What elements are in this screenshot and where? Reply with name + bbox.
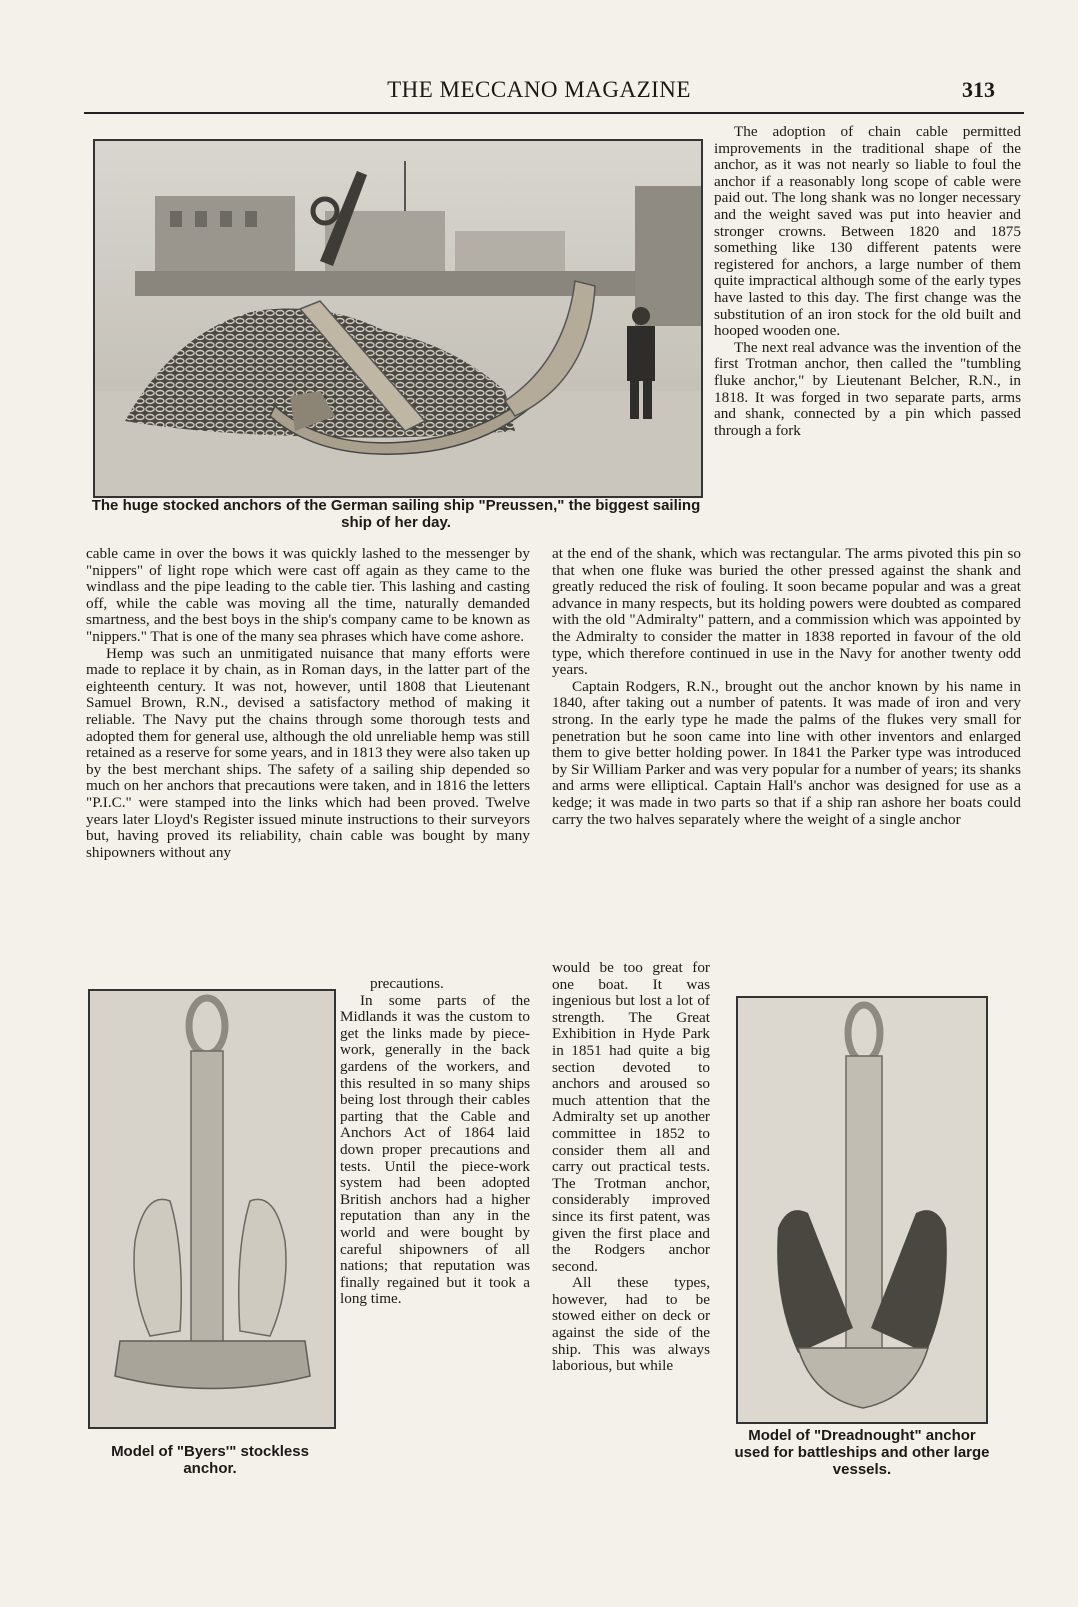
page-number: 313: [962, 77, 995, 102]
dreadnought-anchor-photo: [736, 996, 988, 1424]
byers-caption: Model of "Byers'" stockless anchor.: [111, 1443, 309, 1477]
text-right-top: [714, 124, 1021, 439]
paragraph: Hemp was such an unmitigated nuisance that many efforts were made to replace it by chain, as in Roman days, in the latter part of the eighteenth century. It was not, however, until 1808 that Lieutenant Samuel Brown, R.N., devised a satisfactory method of making it reliable. The Navy put the chains through some thorough tests and adopted them for general use, although the old unreliable hemp was still retained as a reserve for some years, and in 1813 they were also taken up by the best merchant ships. The safety of a sailing ship depended so much on her anchors that precautions were taken, and in 1816 the letters "P.I.C." were stamped into the links which had been proved. Twelve years later Lloyd's Register issued minute instructions to their surveyors but, having proved its reliability, chain cable was bought by many shipowners without any: [86, 644, 530, 861]
paragraph: All these types, however, had to be stowed either on deck or against the side of the ship. This was always laborious, but while: [552, 1274, 710, 1375]
text-right-col: [552, 960, 710, 1375]
paragraph: In some parts of the Midlands it was the custom to get the links made by piece-work, generally in the back gardens of the workers, and this resulted in so many ships being lost through their cables parting that the Cable and Anchors Act of 1864 laid down proper precautions and tests. Until the piece-work system had been adopted British anchors had a higher reputation than any in the world and were bought by careful shipowners of all nations; that reputation was finally regained but it took a long time.: [340, 991, 530, 1308]
paragraph: The next real advance was the invention of the first Trotman anchor, then called the "tumbling fluke anchor," by Lieutenant Belcher, R.N., in 1818. It was forged in two separate parts, arms and shank, connected by a pin which passed through a fork: [714, 338, 1021, 439]
paragraph: at the end of the shank, which was rectangular. The arms pivoted this pin so that when one fluke was buried the other pressed against the shank and greatly reduced the risk of fouling. It soon became popular and was a great advance in many respects, but its holding powers were doubted as compared with the old "Admiralty" pattern, and a commission which was appointed by the Admiralty to consider the matter in 1838 reported in favour of the old type, which therefore continued in use in the Navy for another twenty odd years.: [552, 545, 1021, 679]
preussen-anchors-photo: [93, 139, 703, 498]
text-right-mid: [552, 546, 1021, 828]
paragraph: The adoption of chain cable permitted improvements in the traditional shape of the anchor, as it was not nearly so liable to foul the anchor if a reasonably long scope of cable were paid out. The long shank was no longer necessary and the weight saved was put into heavier and stronger crowns. Between 1820 and 1875 something like 130 different patents were registered for anchors, a large number of them quite impractical although some of the early types have lasted to this day. The first change was the substitution of an iron stock for the old built and hooped wooden one.: [714, 123, 1021, 340]
paragraph: precautions.: [370, 975, 444, 992]
byers-anchor-photo: [88, 989, 336, 1429]
preussen-caption: The huge stocked anchors of the German sailing ship "Preussen," the biggest sailing ship of her day.: [91, 497, 701, 531]
magazine-title: THE MECCANO MAGAZINE: [387, 77, 691, 102]
text-left-mid: [86, 546, 530, 861]
header-rule: [84, 112, 1024, 114]
text-mid-col: [340, 976, 530, 1308]
paragraph: cable came in over the bows it was quickly lashed to the messenger by "nippers" of light rope which were cast off again as they came to the windlass and the pipe leading to the cable tier. This lashing and casting off, while the cable was moving all the time, naturally demanded smartness, and the best boys in the ship's company came to be known as "nippers." That is one of the many sea phrases which have come ashore.: [86, 545, 530, 645]
paragraph: Captain Rodgers, R.N., brought out the anchor known by his name in 1840, after taking out a number of patents. It was made of iron and very strong. In the early type he made the palms of the flukes very small for penetration but he soon came into line with other inventors and enlarged them to give better holding power. In 1841 the Parker type was introduced by Sir William Parker and was very popular for a number of years; its shanks and arms were elliptical. Captain Hall's anchor was designed for use as a kedge; it was made in two parts so that if a ship ran ashore her boats could carry the two halves separately where the weight of a single anchor: [552, 677, 1021, 828]
paragraph: would be too great for one boat. It was ingenious but lost a lot of strength. The Great Exhibition in Hyde Park in 1851 had quite a big section devoted to anchors and aroused so much attention that the Admiralty set up another committee in 1852 to consider them all and carry out practical tests. The Trotman anchor, considerably improved since its first patent, was given the first place and the Rodgers anchor second.: [552, 959, 710, 1275]
dreadnought-caption: Model of "Dreadnought" anchor used for battleships and other large vessels.: [734, 1427, 990, 1478]
